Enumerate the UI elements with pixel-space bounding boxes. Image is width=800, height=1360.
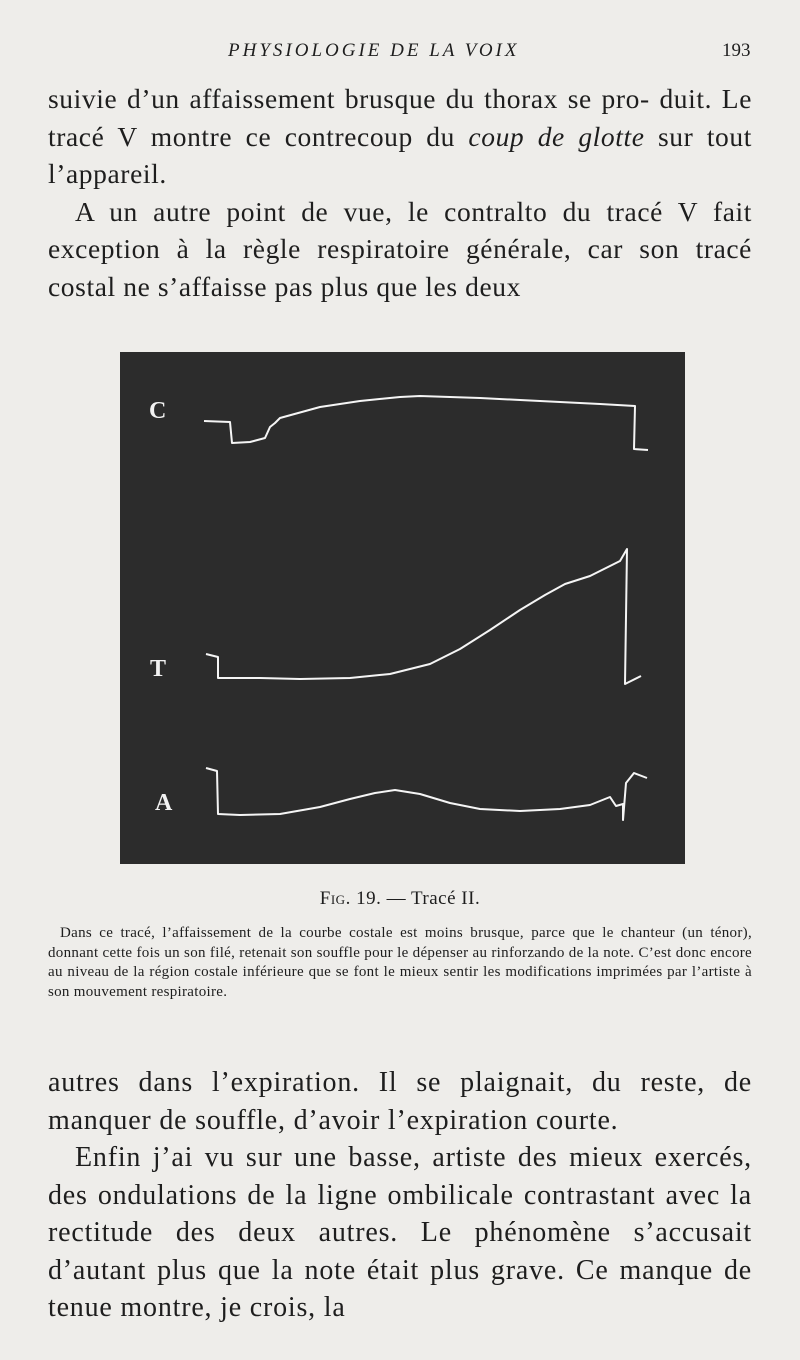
body-text-bottom	[48, 1064, 752, 1327]
trace-label-t: T	[150, 656, 167, 682]
paragraph: A un autre point de vue, le contralto du tracé V fait exception à la règle respiratoire générale, car son tracé costal ne s’affaisse pas plus que les deux	[48, 195, 752, 302]
text-line: suivie d’un affaissement brusque du thorax se pro-	[48, 83, 650, 114]
page-number: 193	[722, 40, 751, 61]
legend-text: Dans ce tracé, l’affaissement de la courbe costale est moins brusque, parce que le chanteur (un ténor), donnant cette fois un son filé, retenait son souffle pour le dépenser au rinforzando de la note. C’est donc encore au niveau de la région costale inférieure que se font le mieux sentir les modifications imprimées par l’artiste à son mouvement respiratoire.	[48, 925, 752, 1000]
trace-line-t	[206, 549, 641, 684]
figure-plate	[120, 352, 685, 864]
paragraph-continued	[48, 80, 752, 193]
caption-prefix: Fig.	[319, 888, 351, 909]
paragraph-continued: autres dans l’expiration. Il se plaignait, du reste, de manquer de souffle, d’avoir l’expiration courte.	[48, 1067, 752, 1136]
trace-line-a	[206, 768, 647, 820]
running-head	[0, 38, 800, 68]
figure-caption	[0, 888, 800, 910]
trace-label-a: A	[155, 790, 173, 816]
italic-term: coup de	[468, 120, 565, 152]
caption-text: 19. — Tracé II.	[350, 888, 481, 909]
text-line: sur tout l’appareil.	[48, 120, 752, 189]
trace-plot	[120, 352, 685, 864]
trace-label-c: C	[149, 398, 167, 424]
italic-term: glotte	[578, 120, 645, 152]
paragraph: Enfin j’ai vu sur une basse, artiste des mieux exercés, des ondulations de la ligne ombilicale contrastant avec la rectitude des deux autres. Le phénomène s’accusait d’autant plus que la note était plus grave. Ce manque de tenue montre, je crois, la	[48, 1142, 752, 1323]
trace-line-c	[204, 396, 648, 450]
body-text-top	[48, 80, 752, 305]
figure-legend	[48, 924, 752, 1002]
running-title: PHYSIOLOGIE DE LA VOIX	[228, 40, 520, 61]
text-line: duit. Le tracé V montre ce contrecoup du	[48, 83, 753, 152]
